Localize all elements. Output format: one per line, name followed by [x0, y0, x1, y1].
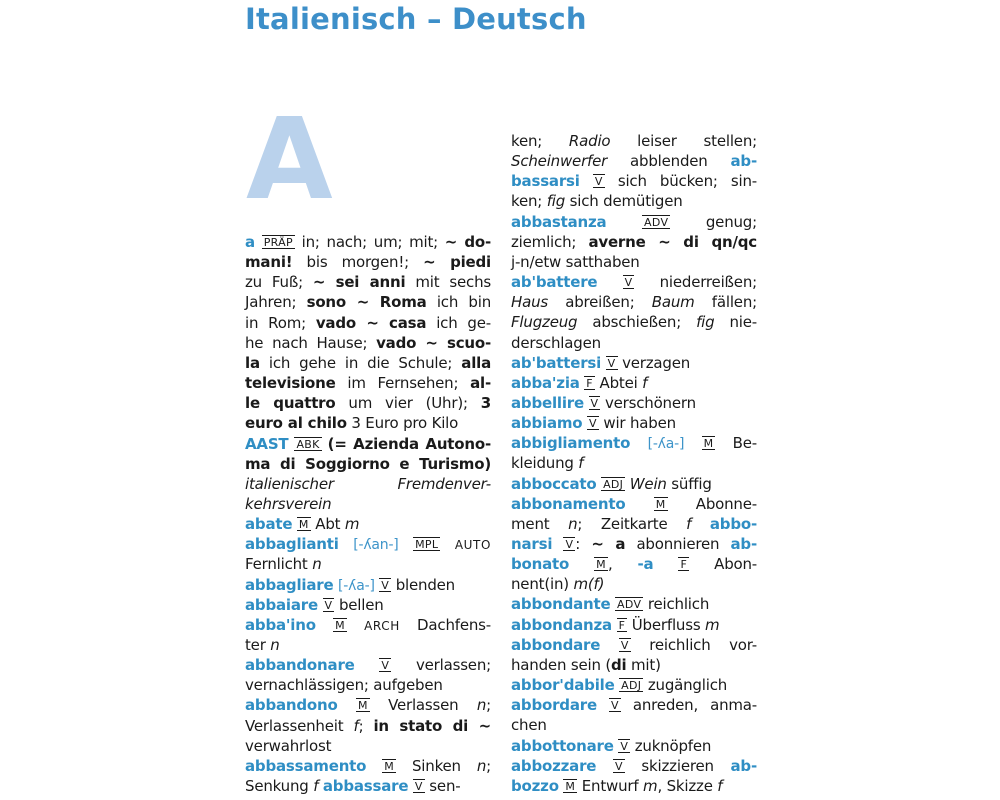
grammar-label: M: [357, 699, 368, 713]
domain-label: AUTO: [454, 538, 491, 553]
entry-line: [245, 716, 491, 736]
headword: abboccato: [511, 474, 597, 493]
grammar-label: V: [588, 417, 597, 431]
italic-note: f: [313, 777, 319, 796]
headword: abbassamento: [245, 756, 367, 775]
definition-text: fällen;: [694, 293, 757, 312]
pronunciation: [-ʎa-]: [647, 436, 685, 453]
definition-text: ich ge-: [426, 313, 491, 332]
definition-text: mit sechs: [405, 273, 491, 292]
headword: abbaiare: [245, 595, 318, 614]
headword: abba'ino: [245, 615, 316, 634]
entry-line: [245, 575, 491, 595]
entry-line: [511, 312, 757, 332]
headword: bassarsi: [511, 172, 580, 191]
definition-text: ter: [245, 636, 271, 654]
headword: abbastanza: [511, 212, 607, 231]
grammar-label: F: [586, 376, 593, 390]
grammar-label: ADV: [644, 215, 669, 229]
example-phrase: al-: [470, 374, 491, 393]
definition-text: ,: [607, 555, 638, 574]
entry-line: [245, 615, 491, 635]
entry-line: [245, 514, 491, 534]
headword: abbonamento: [511, 494, 626, 513]
entry-line: [511, 413, 757, 433]
definition-text: ; Zeitkarte: [577, 514, 687, 533]
headword: abbondanza: [511, 615, 612, 634]
entry-line: [511, 776, 757, 796]
definition-text: Überfluss: [627, 615, 706, 634]
headword: abbaglianti: [245, 535, 339, 554]
italic-note: n: [568, 514, 578, 533]
entry-line: [511, 191, 757, 211]
definition-text: chen: [511, 716, 547, 735]
definition-text: niederreißen;: [634, 273, 757, 292]
example-phrase: mani!: [245, 253, 293, 272]
italic-note: italienischer Fremdenver-: [245, 474, 491, 493]
definition-text: [255, 233, 262, 251]
definition-text: abschießen;: [577, 313, 697, 332]
definition-text: blenden: [391, 575, 455, 594]
definition-text: :: [575, 535, 592, 553]
example-phrase: 3: [480, 394, 492, 413]
grammar-label: M: [298, 518, 309, 532]
italic-note: Baum: [651, 293, 695, 312]
pronunciation: [-ʎan-]: [353, 537, 399, 554]
entry-line: [245, 494, 491, 514]
italic-note: f: [578, 454, 584, 473]
definition-text: um vier (Uhr);: [335, 394, 481, 413]
entry-line: [511, 695, 757, 715]
definition-text: Abonne-: [667, 494, 757, 513]
headword: ab'battere: [511, 273, 598, 292]
definition-text: [625, 495, 653, 513]
example-phrase: alla: [461, 353, 491, 372]
entry-line: [511, 736, 757, 756]
headword: abbondare: [511, 635, 601, 654]
grammar-label: ADJ: [621, 679, 642, 693]
definition-text: zu Fuß;: [245, 273, 313, 292]
definition-text: verwahrlost: [245, 736, 332, 755]
definition-text: [653, 555, 678, 573]
italic-note: m(f): [573, 575, 605, 594]
entry-line: [511, 474, 757, 494]
headword: abbellire: [511, 393, 584, 412]
definition-text: Verlassenheit: [245, 716, 354, 735]
italic-note: Haus: [511, 293, 548, 312]
definition-text: [606, 213, 642, 231]
grammar-label: M: [703, 437, 714, 451]
definition-text: Entwurf: [577, 776, 644, 795]
entry-line: [511, 635, 757, 655]
italic-note: Flugzeug: [511, 313, 578, 332]
definition-text: Verlassen: [369, 696, 477, 715]
definition-text: anreden, anma-: [620, 696, 757, 715]
entry-line: [245, 655, 491, 675]
definition-text: [691, 515, 710, 533]
grammar-label: V: [324, 598, 333, 612]
entry-line: [511, 756, 757, 776]
example-phrase: ~ a: [591, 535, 626, 553]
definition-text: verschönern: [600, 393, 696, 412]
entry-line: [245, 554, 491, 574]
example-phrase: la: [245, 353, 260, 372]
definition-text: [366, 757, 382, 775]
entry-line: [245, 333, 491, 353]
italic-note: kehrsverein: [245, 494, 332, 513]
entry-line: [511, 534, 757, 554]
italic-note: fig: [546, 192, 566, 211]
definition-text: ich bin: [426, 293, 491, 312]
grammar-label: V: [614, 759, 623, 773]
definition-text: bellen: [334, 595, 384, 614]
grammar-label: MPL: [415, 538, 439, 552]
entry-line: [511, 675, 757, 695]
definition-text: verzagen: [617, 353, 691, 372]
definition-text: ken;: [511, 132, 569, 150]
definition-text: [440, 535, 455, 553]
entry-line: [511, 655, 757, 675]
italic-note: n: [476, 696, 487, 715]
example-phrase: ~ piedi: [423, 253, 492, 272]
example-phrase: ma di Soggiorno e Turismo): [245, 454, 491, 473]
headword: bozzo: [511, 776, 559, 795]
headword: abbandono: [245, 696, 338, 715]
definition-text: [552, 535, 563, 553]
example-phrase: sono ~ Roma: [306, 293, 427, 312]
entry-line: [245, 272, 491, 292]
example-phrase: ~ sei anni: [312, 273, 406, 292]
definition-text: mit): [626, 655, 661, 674]
definition-text: handen sein (: [511, 655, 611, 674]
entry-line: [511, 594, 757, 614]
headword: abbandonare: [245, 656, 355, 675]
definition-text: [596, 757, 613, 775]
entry-line: [511, 453, 757, 473]
definition-text: vernachlässigen; aufgeben: [245, 676, 443, 695]
definition-text: zuknöpfen: [630, 736, 712, 755]
entry-line: [245, 434, 491, 454]
entry-line: [245, 776, 491, 796]
example-phrase: (= Azienda Autono-: [327, 434, 491, 453]
entry-line: [511, 615, 757, 635]
entry-line: [245, 534, 491, 554]
definition-text: [597, 696, 609, 714]
definition-text: in Rom;: [245, 313, 316, 332]
entry-line: [245, 756, 491, 776]
grammar-label: V: [414, 780, 423, 794]
grammar-label: M: [384, 759, 395, 773]
definition-text: [399, 535, 414, 553]
grammar-label: M: [655, 497, 666, 511]
example-phrase: in stato di ~: [373, 716, 491, 735]
entry-line: [245, 413, 491, 433]
italic-note: m: [705, 615, 720, 634]
section-letter: A: [246, 95, 333, 225]
definition-text: [347, 616, 364, 634]
page-title: Italienisch – Deutsch: [245, 2, 587, 36]
definition-text: wir haben: [598, 414, 676, 433]
definition-text: ;: [486, 696, 491, 715]
definition-text: sich bücken; sin-: [604, 172, 757, 191]
entry-line: [245, 695, 491, 715]
entry-line: [511, 715, 757, 735]
domain-label: ARCH: [364, 618, 400, 633]
entry-line: [511, 433, 757, 453]
entry-line: [511, 131, 757, 151]
grammar-label: V: [620, 638, 629, 652]
headword: abbo-: [709, 514, 758, 533]
entry-line: [245, 736, 491, 756]
definition-text: [355, 656, 380, 674]
definition-text: [597, 273, 622, 291]
headword: ab-: [730, 535, 757, 553]
grammar-label: M: [565, 779, 576, 793]
entry-line: [511, 292, 757, 312]
definition-text: abreißen;: [548, 293, 652, 312]
entry-line: [245, 232, 491, 252]
entry-line: [511, 514, 757, 534]
entry-line: [511, 494, 757, 514]
italic-note: Scheinwerfer: [511, 152, 608, 171]
grammar-label: ADV: [617, 598, 642, 612]
headword: -a: [637, 555, 654, 574]
headword: ab-: [730, 756, 757, 775]
entry-line: [511, 574, 757, 594]
headword: abate: [245, 515, 293, 534]
entry-line: [245, 635, 491, 655]
definition-text: ich gehe in die Schule;: [259, 353, 462, 372]
grammar-label: V: [624, 276, 633, 290]
definition-text: derschlagen: [511, 333, 601, 352]
definition-text: süffig: [666, 474, 712, 493]
example-phrase: le quattro: [245, 394, 336, 413]
italic-note: m: [344, 515, 360, 534]
definition-text: zugänglich: [643, 676, 728, 695]
italic-note: m: [643, 776, 658, 795]
grammar-label: PRÄP: [263, 236, 293, 249]
headword: ab-: [730, 152, 757, 171]
definition-text: Fernlicht: [245, 555, 313, 574]
example-phrase: ~ do-: [444, 233, 491, 251]
entry-line: [511, 151, 757, 171]
definition-text: reichlich vor-: [630, 635, 757, 654]
entry-line: [511, 393, 757, 413]
headword: abbottonare: [511, 736, 614, 755]
entry-line: [245, 292, 491, 312]
italic-note: f: [717, 776, 723, 795]
definition-text: he nach Hause;: [245, 333, 377, 352]
definition-text: skizzieren: [624, 756, 731, 775]
example-phrase: televisione: [245, 374, 336, 393]
headword: abbondante: [511, 595, 611, 614]
definition-text: 3 Euro pro Kilo: [346, 414, 459, 433]
definition-text: verlassen;: [391, 656, 491, 675]
entry-line: [511, 373, 757, 393]
definition-text: ment: [511, 514, 569, 533]
definition-text: Senkung: [245, 777, 314, 796]
italic-note: f: [353, 716, 359, 735]
definition-text: [684, 434, 701, 452]
entry-line: [245, 393, 491, 413]
headword: abbassare: [322, 777, 409, 796]
headword: abbagliare: [245, 575, 334, 594]
definition-text: [569, 555, 594, 573]
definition-text: ;: [486, 756, 491, 775]
definition-text: , Skizze: [657, 776, 718, 795]
entry-line: [511, 333, 757, 353]
grammar-label: M: [335, 618, 345, 632]
definition-text: ken;: [511, 192, 547, 211]
definition-text: Abt: [310, 515, 345, 534]
entry-line: [511, 554, 757, 574]
example-phrase: euro al chilo: [245, 414, 347, 433]
grammar-label: V: [610, 699, 619, 713]
entry-line: [511, 272, 757, 292]
definition-text: [600, 636, 619, 654]
definition-text: [339, 535, 354, 553]
grammar-label: V: [620, 739, 629, 753]
example-phrase: vado ~ scuo-: [376, 333, 491, 352]
entry-line: [245, 474, 491, 494]
headword: abbozzare: [511, 756, 597, 775]
italic-note: f: [686, 514, 692, 533]
definition-text: Jahren;: [245, 293, 307, 312]
entry-line: [511, 171, 757, 191]
headword: ab'battersi: [511, 353, 602, 372]
italic-note: f: [642, 373, 648, 392]
entry-line: [245, 252, 491, 272]
entry-line: [511, 212, 757, 232]
grammar-label: ADJ: [603, 477, 624, 491]
definition-text: Abtei: [594, 373, 643, 392]
entry-line: [245, 595, 491, 615]
pronunciation: [-ʎa-]: [338, 577, 375, 594]
headword: abba'zia: [511, 373, 580, 392]
headword: bonato: [511, 555, 570, 574]
example-phrase: di: [610, 655, 627, 674]
headword: a: [245, 233, 255, 251]
definition-text: ziemlich;: [511, 232, 589, 251]
definition-text: sen-: [424, 777, 461, 796]
grammar-label: V: [381, 578, 390, 592]
definition-text: nie-: [714, 313, 757, 332]
entry-line: [245, 675, 491, 695]
definition-text: nent(in): [511, 575, 574, 594]
entry-line: [511, 232, 757, 252]
italic-note: Wein: [629, 474, 667, 493]
entry-line: [245, 454, 491, 474]
definition-text: [316, 616, 333, 634]
definition-text: Dachfens-: [399, 615, 491, 634]
entry-line: [245, 373, 491, 393]
grammar-label: V: [565, 538, 574, 551]
example-phrase: vado ~ casa: [315, 313, 427, 332]
definition-text: Abon-: [689, 555, 758, 574]
entry-line: [511, 252, 757, 272]
entry-line: [511, 353, 757, 373]
italic-note: n: [312, 555, 322, 574]
definition-text: in; nach; um; mit;: [294, 233, 445, 251]
grammar-label: F: [680, 558, 688, 572]
definition-text: genug;: [670, 212, 757, 231]
grammar-label: M: [596, 558, 606, 572]
definition-text: bis morgen!;: [292, 253, 424, 272]
definition-text: leiser stellen;: [610, 132, 757, 150]
headword: narsi: [511, 535, 553, 553]
entry-line: [245, 353, 491, 373]
grammar-label: V: [590, 396, 599, 410]
definition-text: sich demütigen: [565, 192, 683, 211]
grammar-label: V: [594, 175, 603, 189]
definition-text: abblenden: [607, 152, 731, 171]
italic-note: n: [270, 636, 280, 654]
definition-text: Sinken: [396, 756, 477, 775]
definition-text: ;: [358, 716, 374, 735]
definition-text: [338, 696, 356, 714]
entry-line: [245, 313, 491, 333]
definition-text: [630, 434, 647, 452]
definition-text: j-n/etw satthaben: [511, 252, 640, 271]
grammar-label: ABK: [296, 437, 320, 451]
example-phrase: averne ~ di qn/qc: [588, 232, 757, 251]
headword: abbigliamento: [511, 434, 631, 453]
definition-text: [580, 172, 593, 190]
definition-text: Be-: [715, 434, 758, 453]
italic-note: n: [476, 756, 487, 775]
grammar-label: V: [607, 356, 616, 370]
definition-text: reichlich: [643, 595, 710, 614]
italic-note: fig: [696, 313, 715, 332]
definition-text: abonnieren: [625, 535, 731, 553]
grammar-label: F: [618, 618, 626, 632]
headword: abbiamo: [511, 414, 583, 433]
headword: abbor'dabile: [511, 676, 615, 695]
definition-text: kleidung: [511, 454, 579, 473]
headword: abbordare: [511, 696, 597, 715]
headword: AAST: [245, 434, 289, 453]
grammar-label: V: [381, 659, 390, 673]
italic-note: Radio: [568, 132, 611, 150]
definition-text: im Fernsehen;: [335, 374, 471, 393]
